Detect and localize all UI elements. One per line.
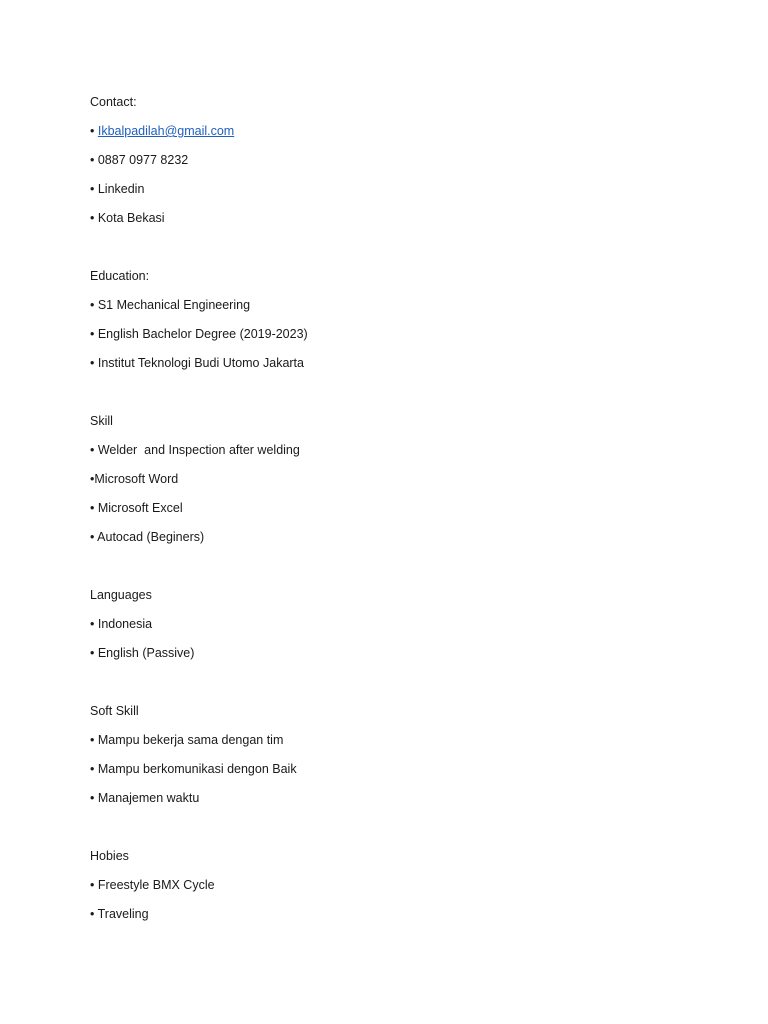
section-gap <box>90 238 690 267</box>
contact-city: • Kota Bekasi <box>90 211 165 225</box>
list-item: • Mampu berkomunikasi dengon Baik <box>90 762 297 776</box>
contact-email-line <box>90 122 690 151</box>
education-section <box>90 267 690 383</box>
resume-content <box>90 93 690 934</box>
list-item: • S1 Mechanical Engineering <box>90 298 251 312</box>
hobbies-section <box>90 847 690 934</box>
list-item: • Institut Teknologi Budi Utomo Jakarta <box>90 356 304 370</box>
soft-skill-section <box>90 702 690 818</box>
skill-section <box>90 412 690 557</box>
list-item: • Welder and Inspection after welding <box>90 443 300 457</box>
skill-heading: Skill <box>90 414 113 428</box>
education-heading: Education: <box>90 269 150 283</box>
contact-phone: • 0887 0977 8232 <box>90 153 189 167</box>
email-bullet: • <box>90 124 98 138</box>
list-item: • Freestyle BMX Cycle <box>90 878 215 892</box>
list-item: • English Bachelor Degree (2019-2023) <box>90 327 308 341</box>
section-gap <box>90 673 690 702</box>
languages-heading: Languages <box>90 588 152 602</box>
list-item: • Autocad (Beginers) <box>90 530 205 544</box>
contact-linkedin: • Linkedin <box>90 182 145 196</box>
languages-section <box>90 586 690 673</box>
contact-heading: Contact: <box>90 95 137 109</box>
list-item: •Microsoft Word <box>90 472 179 486</box>
email-link[interactable]: Ikbalpadilah@gmail.com <box>97 124 235 138</box>
list-item: • Traveling <box>90 907 149 921</box>
section-gap <box>90 818 690 847</box>
soft-skill-heading: Soft Skill <box>90 704 139 718</box>
list-item: • Indonesia <box>90 617 153 631</box>
hobbies-heading: Hobies <box>90 849 129 863</box>
list-item: • English (Passive) <box>90 646 195 660</box>
list-item: • Microsoft Excel <box>90 501 183 515</box>
contact-section <box>90 93 690 238</box>
list-item: • Manajemen waktu <box>90 791 200 805</box>
section-gap <box>90 383 690 412</box>
section-gap <box>90 557 690 586</box>
list-item: • Mampu bekerja sama dengan tim <box>90 733 284 747</box>
